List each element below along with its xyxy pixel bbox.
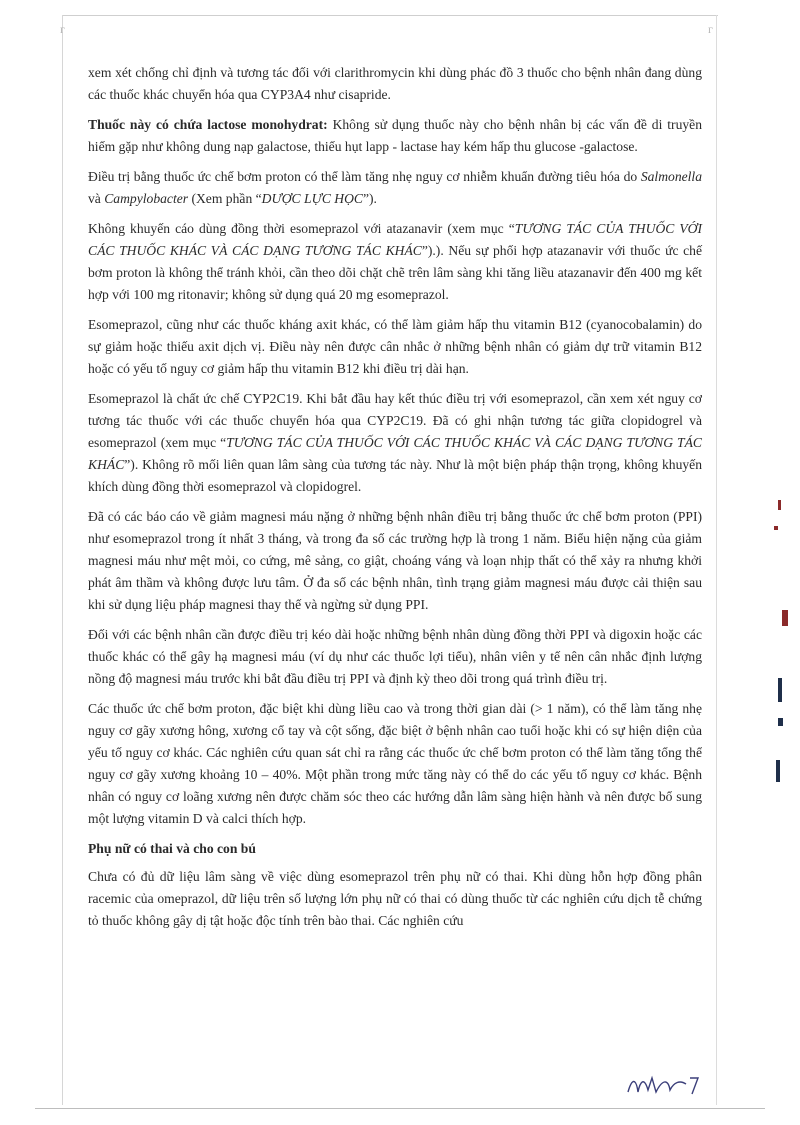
paragraph: Esomeprazol, cũng như các thuốc kháng axit khác, có thể làm giảm hấp thu vitamin B12 (cyanocobalamin) do sự giảm hoặc thiếu axit dịch vị. Điều này nên được cân nhắc ở những bệnh nhân có giảm dự trữ vitamin B12 hoặc có yếu tố nguy cơ giảm hấp thu vitamin B12 khi điều trị dài hạn. xyxy=(88,317,702,376)
corner-mark-left: ᴦ xyxy=(60,22,65,36)
page-bottom-rule xyxy=(35,1108,765,1109)
paragraph: xem xét chống chỉ định và tương tác đối với clarithromycin khi dùng phác đồ 3 thuốc cho bệnh nhân đang dùng các thuốc khác chuyển hóa qua CYP3A4 như cisapride. xyxy=(88,65,702,102)
page-edge-marks xyxy=(762,470,792,830)
section-title: Phụ nữ có thai và cho con bú xyxy=(88,841,256,856)
paragraph: Esomeprazol là chất ức chế CYP2C19. Khi bắt đầu hay kết thúc điều trị với esomeprazol, cần xem xét nguy cơ tương tác thuốc với các thuốc chuyển hóa qua CYP2C19. Đã có ghi nhận tương tác giữa clopidogrel và esomeprazol (xem mục “TƯƠNG TÁC CỦA THUỐC VỚI CÁC THUỐC KHÁC VÀ CÁC DẠNG TƯƠNG TÁC KHÁC”). Không rõ mối liên quan lâm sàng của tương tác này. Như là một biện pháp thận trọng, không khuyến khích dùng đồng thời esomeprazol và clopidogrel. xyxy=(88,391,702,494)
paragraph: Điều trị bằng thuốc ức chế bơm proton có thể làm tăng nhẹ nguy cơ nhiễm khuẩn đường tiêu hóa do Salmonella và Campylobacter (Xem phần “DƯỢC LỰC HỌC”). xyxy=(88,169,702,206)
lactose-heading: Thuốc này có chứa lactose monohydrat: xyxy=(88,117,328,132)
corner-mark-right: ᴦ xyxy=(708,22,713,36)
paragraph: Đã có các báo cáo về giảm magnesi máu nặng ở những bệnh nhân điều trị bằng thuốc ức chế bơm proton (PPI) như esomeprazol trong ít nhất 3 tháng, và trong đa số các trường hợp là trong 1 năm. Biểu hiện nặng của giảm magnesi máu như mệt mỏi, co cứng, mê sảng, co giật, choáng váng và loạn nhịp thất có thể xảy ra nhưng khởi phát âm thầm và không được lưu tâm. Ở đa số các bệnh nhân, tình trạng giảm magnesi máu được cải thiện sau khi sử dụng liệu pháp magnesi thay thế và ngừng sử dụng PPI. xyxy=(88,509,702,612)
document-body xyxy=(88,62,702,932)
paragraph: Đối với các bệnh nhân cần được điều trị kéo dài hoặc những bệnh nhân dùng đồng thời PPI và digoxin hoặc các thuốc khác có thể gây hạ magnesi máu (ví dụ như các thuốc lợi tiểu), nhân viên y tế nên cân nhắc định lượng nồng độ magnesi máu trước khi bắt đầu điều trị PPI và định kỳ theo dõi trong quá trình điều trị. xyxy=(88,627,702,686)
handwritten-signature xyxy=(624,1068,704,1100)
paragraph: Các thuốc ức chế bơm proton, đặc biệt khi dùng liều cao và trong thời gian dài (> 1 năm), có thể làm tăng nhẹ nguy cơ gãy xương hông, xương cổ tay và cột sống, đặc biệt ở bệnh nhân cao tuổi hoặc khi có sự hiện diện của yếu tố nguy cơ khác. Các nghiên cứu quan sát chỉ ra rằng các thuốc ức chế bơm proton có thể làm tăng tổng thể nguy cơ gãy xương khoảng 10 – 40%. Một phần trong mức tăng này có thể do các yếu tố nguy cơ khác. Bệnh nhân có nguy cơ loãng xương nên được chăm sóc theo các hướng dẫn lâm sàng hiện hành và nên được bổ sung một lượng vitamin D và calci thích hợp. xyxy=(88,701,702,826)
page-border-right xyxy=(716,15,717,1105)
paragraph-lactose-warning: Thuốc này có chứa lactose monohydrat: Không sử dụng thuốc này cho bệnh nhân bị các vấn đề di truyền hiếm gặp như không dung nạp galactose, thiếu hụt lapp - lactase hay kém hấp thu glucose -galactose. xyxy=(88,117,703,154)
paragraph: Không khuyến cáo dùng đồng thời esomeprazol với atazanavir (xem mục “TƯƠNG TÁC CỦA THUỐC VỚI CÁC THUỐC KHÁC VÀ CÁC DẠNG TƯƠNG TÁC KHÁC”).). Nếu sự phối hợp atazanavir với thuốc ức chế bơm proton là không thể tránh khỏi, cần theo dõi chặt chẽ trên lâm sàng khi tăng liều atazanavir đến 400 mg kết hợp với 100 mg ritonavir; không sử dụng quá 20 mg esomeprazol. xyxy=(88,221,703,302)
page-border-left xyxy=(62,15,63,1105)
page-border-top xyxy=(62,15,718,16)
paragraph: Chưa có đủ dữ liệu lâm sàng về việc dùng esomeprazol trên phụ nữ có thai. Khi dùng hỗn hợp đồng phân racemic của omeprazol, dữ liệu trên số lượng lớn phụ nữ có thai có dùng thuốc từ các nghiên cứu dịch tễ chứng tỏ thuốc không gây dị tật hoặc độc tính trên bào thai. Các nghiên cứu xyxy=(88,869,702,928)
